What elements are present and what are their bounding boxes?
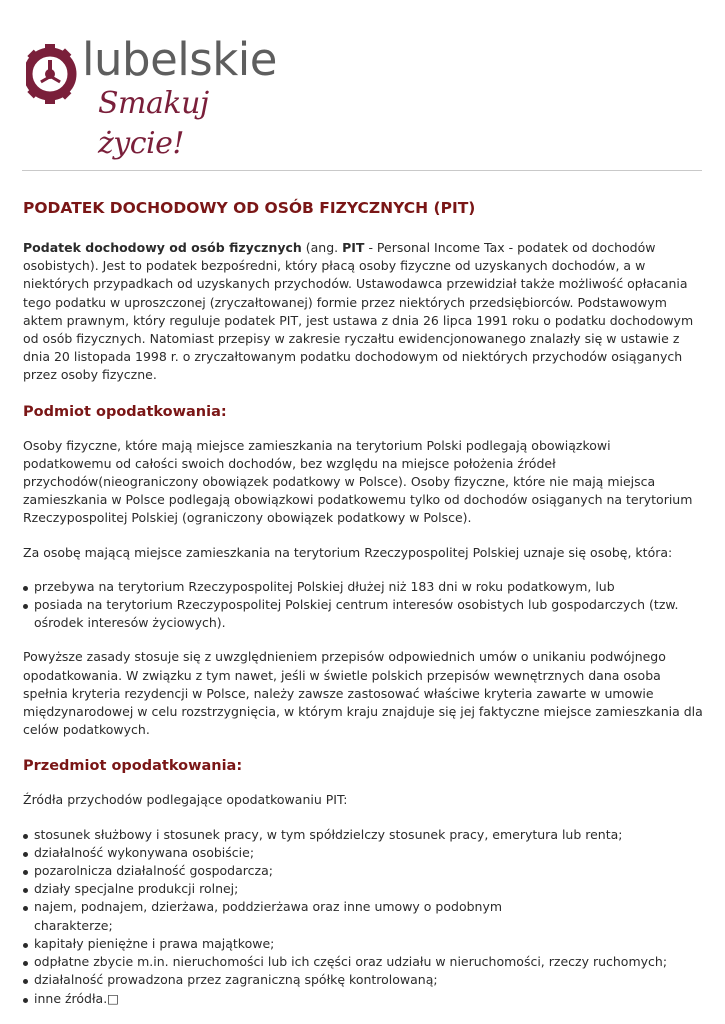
logo-tagline: Smakuj życie! <box>98 86 209 161</box>
list-item: działalność prowadzona przez zagraniczną spółkę kontrolowaną; <box>23 971 703 989</box>
intro-abbr: PIT <box>342 240 365 255</box>
section1-paragraph-1: Osoby fizyczne, które mają miejsce zamieszkania na terytorium Polski podlegają obowiązkowi podatkowemu od całości swoich dochodów, bez względu na miejsce położenia źródeł przychodów(nieograniczony obowiązek podatkowy w Polsce). Osoby fizyczne, które nie mają miejsca zamieszkania w Polsce podlegają obowiązkowi podatkowemu tylko od dochodów osiąganych na terytorium Rzeczypospolitej Polskiej (ograniczony obowiązek podatkowy w Polsce). <box>23 437 693 526</box>
section1-bullet-list <box>23 578 703 633</box>
article <box>23 197 703 1024</box>
intro-paragraph <box>23 239 703 385</box>
list-item: posiada na terytorium Rzeczypospolitej Polskiej centrum interesów osobistych lub gospodarczych (tzw. ośrodek interesów życiowych). <box>23 596 703 632</box>
gear-emblem-icon <box>26 30 78 120</box>
intro-text-a: (ang. <box>301 240 343 255</box>
list-item: przebywa na terytorium Rzeczypospolitej Polskiej dłużej niż 183 dni w roku podatkowym, lub <box>23 578 703 596</box>
list-item: działalność wykonywana osobiście; <box>23 844 703 862</box>
section2-bullet-list <box>23 826 703 1008</box>
list-item: odpłatne zbycie m.in. nieruchomości lub ich części oraz udziału w nieruchomości, rzeczy ruchomych; <box>23 953 703 971</box>
section1-paragraph-2: Za osobę mającą miejsce zamieszkania na terytorium Rzeczypospolitej Polskiej uznaje się osobę, która: <box>23 544 673 560</box>
list-item: najem, podnajem, dzierżawa, poddzierżawa oraz inne umowy o podobnym charakterze; <box>23 898 504 934</box>
list-item: działy specjalne produkcji rolnej; <box>23 880 703 898</box>
logo-wordmark: lubelskie <box>82 33 277 86</box>
list-item: pozarolnicza działalność gospodarcza; <box>23 862 703 880</box>
header-divider <box>22 170 702 171</box>
list-item: stosunek służbowy i stosunek pracy, w tym spółdzielczy stosunek pracy, emerytura lub renta; <box>23 826 703 844</box>
list-item: kapitały pieniężne i prawa majątkowe; <box>23 935 703 953</box>
section-heading-podmiot: Podmiot opodatkowania: <box>23 403 227 420</box>
lubelskie-logo[interactable] <box>26 28 277 161</box>
section2-paragraph-1: Źródła przychodów podlegające opodatkowaniu PIT: <box>23 792 348 808</box>
list-item: inne źródła.□ <box>23 990 703 1008</box>
intro-term: Podatek dochodowy od osób fizycznych <box>23 240 302 255</box>
page-title: PODATEK DOCHODOWY OD OSÓB FIZYCZNYCH (PIT) <box>23 199 476 217</box>
intro-text-b: - Personal Income Tax - podatek od dochodów osobistych). Jest to podatek bezpośredni, który płacą osoby fizyczne od uzyskanych dochodów, a w niektórych przypadkach od uzyskanych przychodów. Ustawodawca przewidział także możliwość opłacania tego podatku w uproszczonej (zryczałtowanej) formie przez niektórych przedsiębiorców. Podstawowym aktem prawnym, który reguluje podatek PIT, jest ustawa z dnia 26 lipca 1991 roku o podatku dochodowym od osób fizycznych. Natomiast przepisy w zakresie ryczałtu ewidencjonowanego znalazły się w ustawie z dnia 20 listopada 1998 r. o zryczałtowanym podatku dochodowym od niektórych przychodów osiąganych przez osoby fizyczne. <box>23 240 694 383</box>
section-heading-przedmiot: Przedmiot opodatkowania: <box>23 758 243 775</box>
section1-paragraph-3: Powyższe zasady stosuje się z uwzględnieniem przepisów odpowiednich umów o unikaniu podwójnego opodatkowania. W związku z tym nawet, jeśli w świetle polskich przepisów wewnętrznych dana osoba spełnia kryteria rezydencji w Polsce, należy zawsze zastosować właściwe kryteria zawarte w umowie międzynarodowej w celu rozstrzygnięcia, w którym kraju znajduje się jej faktyczne miejsce zamieszkania dla celów podatkowych. <box>23 649 703 738</box>
